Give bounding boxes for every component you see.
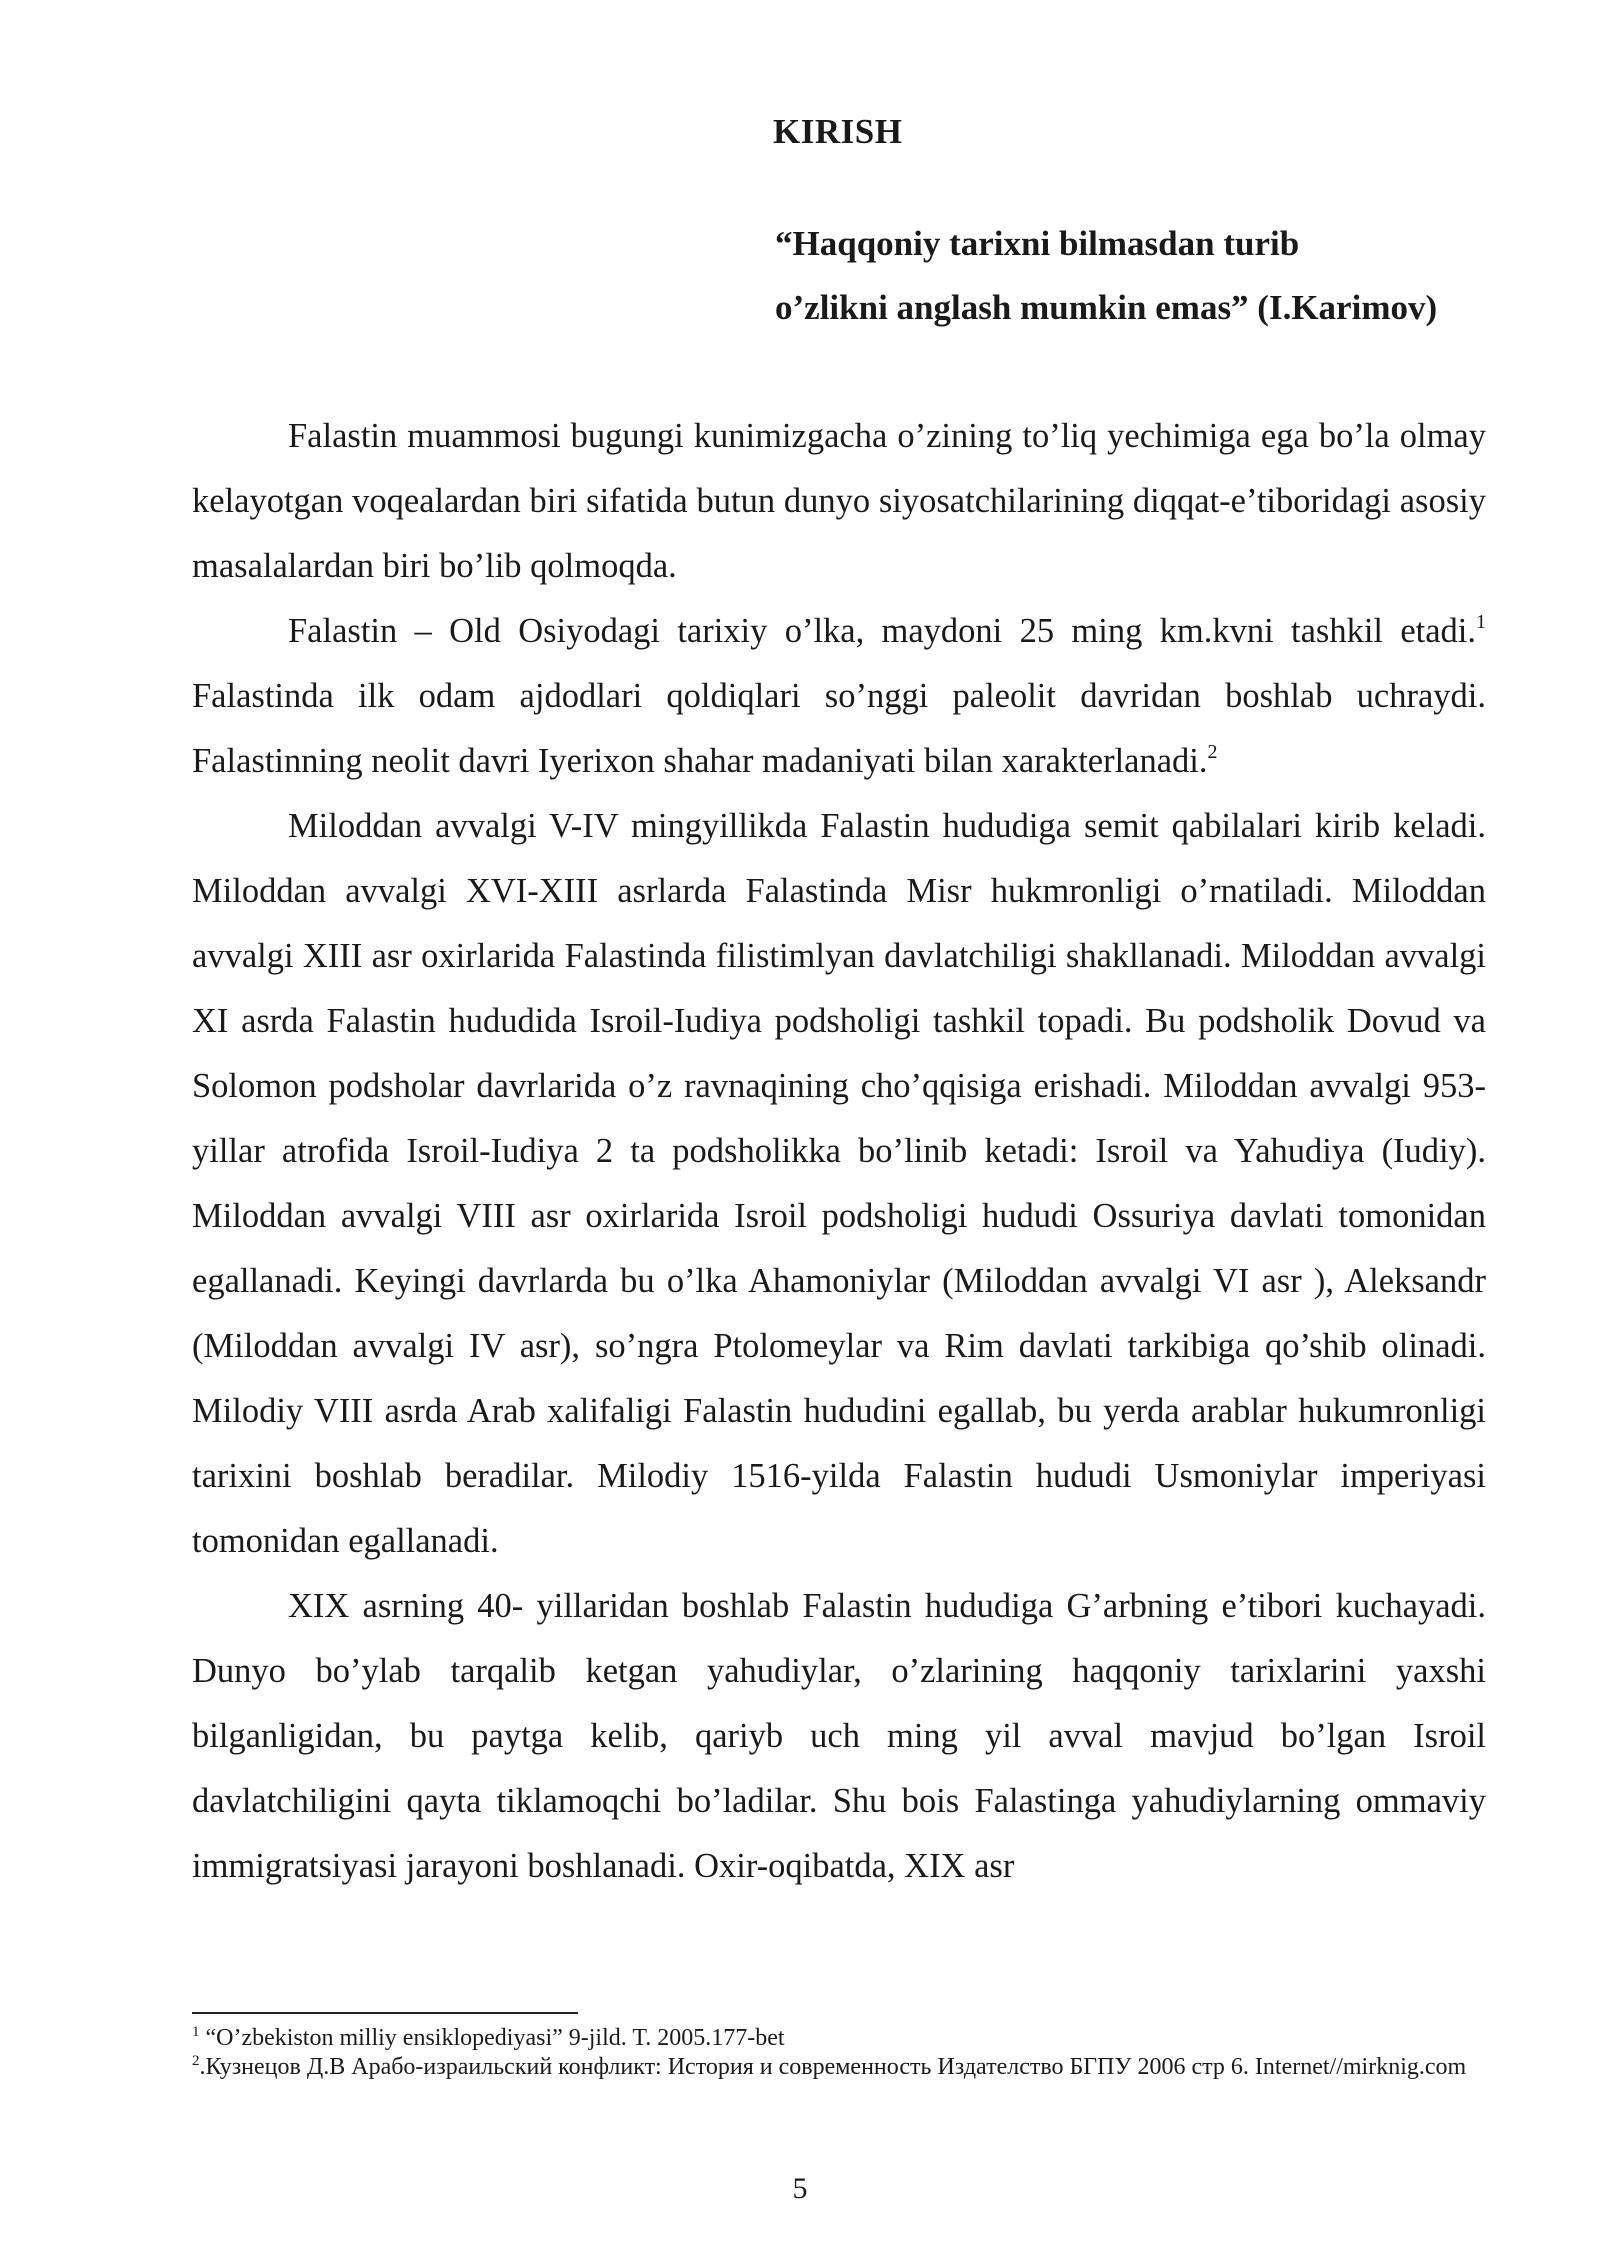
footnotes xyxy=(192,2024,1486,2082)
footnote-separator xyxy=(192,2012,578,2014)
page-title: KIRISH xyxy=(773,112,903,151)
footnote-1 xyxy=(192,2024,1486,2053)
epigraph-line-2: o’zlikni anglash mumkin emas” (I.Karimov) xyxy=(775,288,1438,327)
footnote-2-text: .Кузнецов Д.В Арабо-израильский конфликт: История и современность Издателство БГПУ 2006 стр 6. Internet//mirknig.com xyxy=(199,2054,1467,2080)
page-number: 5 xyxy=(792,2172,808,2205)
footnote-mark-2: 2 xyxy=(192,2053,200,2069)
footnote-2 xyxy=(192,2053,1486,2082)
footnote-mark-1: 1 xyxy=(192,2024,200,2040)
paragraph-4: XIX asrning 40- yillaridan boshlab Falastin hududiga G’arbning e’tibori kuchayadi. Dunyo bo’ylab tarqalib ketgan yahudiylar, o’zlarining haqqoniy tarixlarini yaxshi bilganligidan, bu paytga kelib, qariyb uch ming yil avval mavjud bo’lgan Isroil davlatchiligini qayta tiklamoqchi bo’ladilar. Shu bois Falastinga yahudiylarning ommaviy immigratsiyasi jarayoni boshlanadi. Oxir-oqibatda, XIX asr xyxy=(192,1587,1486,1885)
epigraph-line-1: “Haqqoniy tarixni bilmasdan turib xyxy=(775,224,1300,263)
paragraph-2-part-2: Falastinda ilk odam ajdodlari qoldiqlari so’nggi paleolit davridan boshlab uchraydi. Falastinning neolit davri Iyerixon shahar madaniyati bilan xarakterlanadi. xyxy=(192,677,1486,780)
paragraph-3: Miloddan avvalgi V-IV mingyillikda Falastin hududiga semit qabilalari kirib keladi. Miloddan avvalgi XVI-XIII asrlarda Falastinda Misr hukmronligi o’rnatiladi. Miloddan avvalgi XIII asr oxirlarida Falastinda filistimlyan davlatchiligi shakllanadi. Miloddan avvalgi XI asrda Falastin hududida Isroil-Iudiya podsholigi tashkil topadi. Bu podsholik Dovud va Solomon podsholar davrlarida o’z ravnaqining cho’qqisiga erishadi. Miloddan avvalgi 953-yillar atrofida Isroil-Iudiya 2 ta podsholikka bo’linib ketadi: Isroil va Yahudiya (Iudiy). Miloddan avvalgi VIII asr oxirlarida Isroil podsholigi hududi Ossuriya davlati tomonidan egallanadi. Keyingi davrlarda bu o’lka Ahamoniylar (Miloddan avvalgi VI asr ), Aleksandr (Miloddan avvalgi IV asr), so’ngra Ptolomeylar va Rim davlati tarkibiga qo’shib olinadi. Milodiy VIII asrda Arab xalifaligi Falastin hududini egallab, bu yerda arablar hukumronligi tarixini boshlab beradilar. Milodiy 1516-yilda Falastin hududi Usmoniylar imperiyasi tomonidan egallanadi. xyxy=(192,807,1486,1560)
body-text xyxy=(192,404,1486,1899)
paragraph-1: Falastin muammosi bugungi kunimizgacha o’zining to’liq yechimiga ega bo’la olmay kelayotgan voqealardan biri sifatida butun dunyo siyosatchilarining diqqat-e’tiboridagi asosiy masalalardan biri bo’lib qolmoqda. xyxy=(192,417,1486,585)
footnote-ref-1[interactable]: 1 xyxy=(1476,611,1486,633)
paragraph-2-part-1: Falastin – Old Osiyodagi tarixiy o’lka, maydoni 25 ming km.kvni tashkil etadi. xyxy=(288,612,1476,650)
footnote-ref-2[interactable]: 2 xyxy=(1207,741,1218,763)
paragraph-2 xyxy=(192,599,1486,794)
footnote-1-text: “O’zbekiston milliy ensiklopediyasi” 9-jild. T. 2005.177-bet xyxy=(199,2025,785,2051)
epigraph-quote xyxy=(775,212,1437,340)
